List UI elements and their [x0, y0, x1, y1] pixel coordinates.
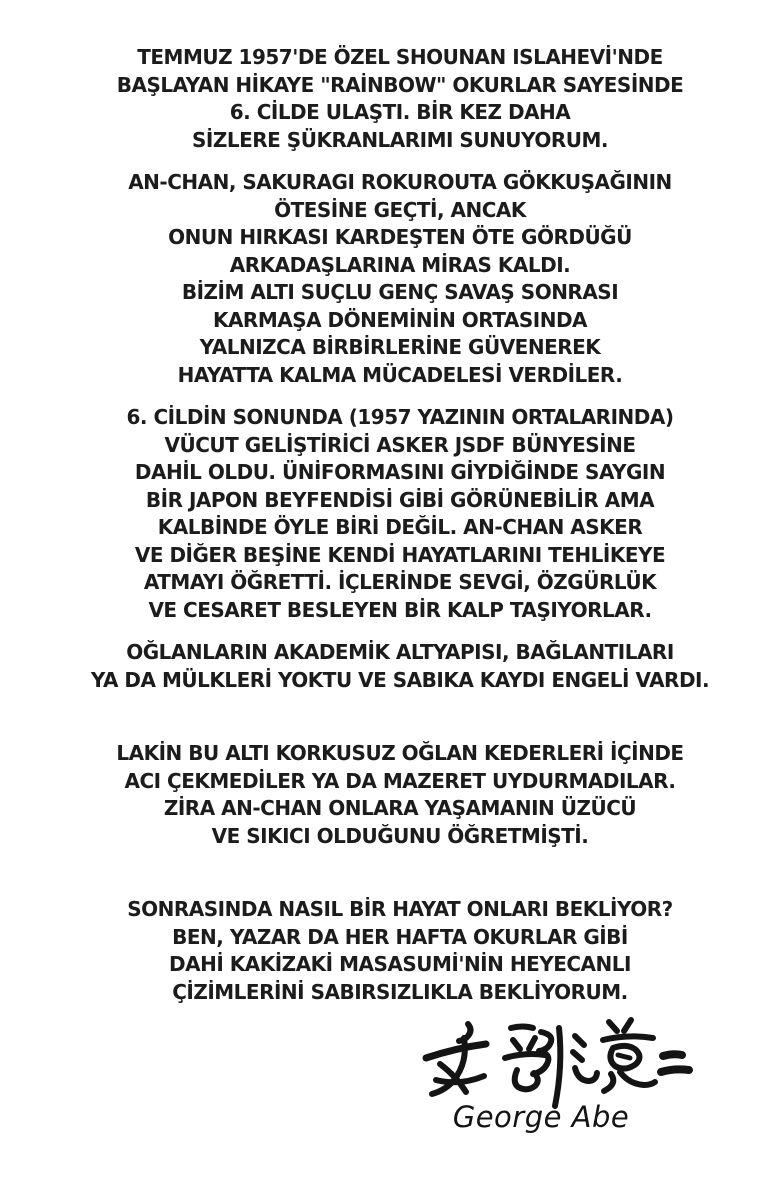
text-line: VÜCUT GELİŞTİRİCİ ASKER JSDF BÜNYESİNE	[164, 432, 636, 457]
text-line: DAHİL OLDU. ÜNİFORMASINI GİYDİĞİNDE SAYGIN	[134, 460, 666, 484]
text-line: ÖTESİNE GEÇTİ, ANCAK	[274, 197, 526, 222]
paragraph	[30, 404, 770, 624]
text-line: OĞLANLARIN AKADEMİK ALTYAPISI, BAĞLANTILARI	[126, 640, 674, 664]
text-line: BİZİM ALTI SUÇLU GENÇ SAVAŞ SONRASI	[181, 280, 619, 304]
afterword	[30, 44, 770, 1006]
text-line: SONRASINDA NASIL BİR HAYAT ONLARI BEKLİYOR?	[127, 897, 673, 921]
text-line: YA DA MÜLKLERİ YOKTU VE SABIKA KAYDI ENGELİ VARDI.	[90, 667, 710, 692]
text-line: SİZLERE ŞÜKRANLARIMI SUNUYORUM.	[192, 127, 608, 152]
paragraph	[30, 169, 770, 389]
text-line: TEMMUZ 1957'DE ÖZEL SHOUNAN ISLAHEVİ'NDE	[137, 45, 663, 69]
text-line: YALNIZCA BİRBİRLERİNE GÜVENEREK	[199, 335, 601, 359]
text-line: ZİRA AN-CHAN ONLARA YAŞAMANIN ÜZÜCÜ	[163, 796, 637, 820]
text-line: VE CESARET BESLEYEN BİR KALP TAŞIYORLAR.	[148, 597, 652, 622]
text-line: BEN, YAZAR DA HER HAFTA OKURLAR GİBİ	[172, 924, 628, 949]
text-line: BİR JAPON BEYFENDİSİ GİBİ GÖRÜNEBİLİR AMA	[145, 487, 655, 512]
signature-kanji-calligraphy	[418, 1016, 708, 1112]
paragraph	[30, 44, 770, 154]
text-line: AN-CHAN, SAKURAGI ROKUROUTA GÖKKUŞAĞININ	[128, 170, 672, 194]
text-line: BAŞLAYAN HİKAYE "RAİNBOW" OKURLAR SAYESİNDE	[116, 72, 684, 97]
text-line: HAYATTA KALMA MÜCADELESİ VERDİLER.	[177, 362, 623, 387]
text-line: DAHİ KAKİZAKİ MASASUMİ'NİN HEYECANLI	[169, 952, 631, 976]
text-line: ARKADAŞLARINA MİRAS KALDI.	[229, 252, 571, 277]
paragraph	[30, 896, 770, 1006]
text-line: KALBİNDE ÖYLE BİRİ DEĞİL. AN-CHAN ASKER	[157, 515, 643, 539]
text-line: 6. CİLDE ULAŞTI. BİR KEZ DAHA	[229, 100, 571, 124]
text-line: VE DİĞER BEŞİNE KENDİ HAYATLARINI TEHLİKEYE	[134, 542, 666, 567]
text-line: ATMAYI ÖĞRETTİ. İÇLERİNDE SEVGİ, ÖZGÜRLÜK	[143, 570, 657, 594]
text-line: ACI ÇEKMEDİLER YA DA MAZERET UYDURMADILAR.	[124, 768, 676, 793]
signature-romanized-name: George Abe	[452, 1100, 630, 1134]
text-line: LAKİN BU ALTI KORKUSUZ OĞLAN KEDERLERİ İÇİNDE	[116, 741, 684, 765]
text-line: ONUN HIRKASI KARDEŞTEN ÖTE GÖRDÜĞÜ	[168, 225, 632, 249]
text-line: ÇİZİMLERİNİ SABIRSIZLIKLA BEKLİYORUM.	[172, 979, 628, 1004]
paragraph	[30, 639, 770, 694]
paragraph	[30, 740, 770, 850]
text-line: 6. CİLDİN SONUNDA (1957 YAZININ ORTALARINDA)	[126, 405, 674, 429]
text-line: VE SIKICI OLDUĞUNU ÖĞRETMİŞTİ.	[211, 823, 589, 848]
text-line: KARMAŞA DÖNEMİNİN ORTASINDA	[212, 307, 588, 332]
